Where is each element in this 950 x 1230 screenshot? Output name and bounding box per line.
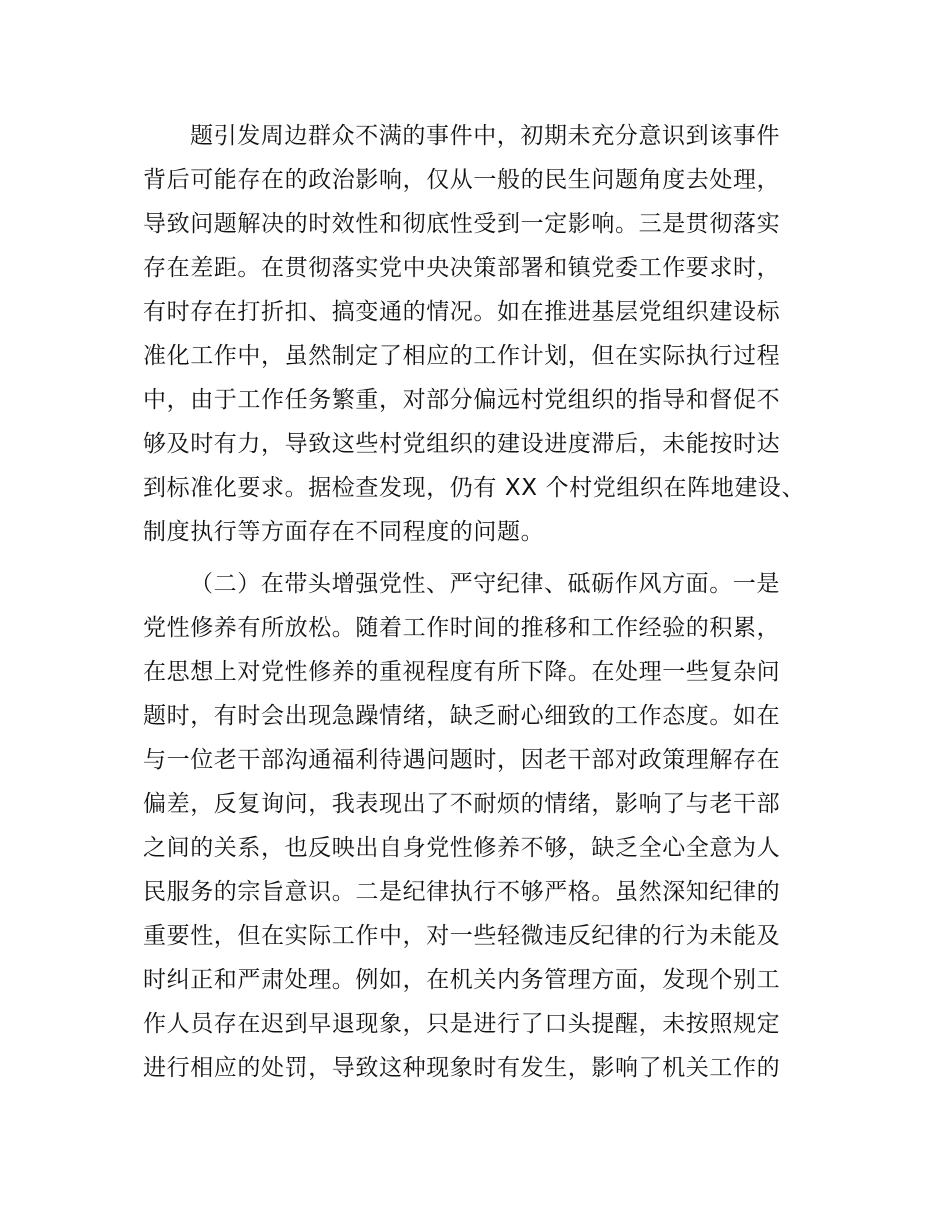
- text-line: 准化工作中，虽然制定了相应的工作计划，但在实际执行过程: [143, 343, 781, 369]
- paragraph-2: [143, 562, 823, 1090]
- text-line: 进行相应的处罚，导致这种现象时有发生，影响了机关工作的: [143, 1055, 781, 1081]
- text-line: 在思想上对党性修养的重视程度有所下降。在处理一些复杂问: [143, 659, 781, 685]
- text-line: 重要性，但在实际工作中，对一些轻微违反纪律的行为未能及: [143, 923, 781, 949]
- text-line: 题时，有时会出现急躁情绪，缺乏耐心细致的工作态度。如在: [143, 703, 781, 729]
- text-line: 制度执行等方面存在不同程度的问题。: [143, 519, 545, 545]
- text-line: 题引发周边群众不满的事件中，初期未充分意识到该事件: [190, 123, 780, 149]
- text-line: 背后可能存在的政治影响，仅从一般的民生问题角度去处理，: [143, 167, 781, 193]
- text-line: 民服务的宗旨意识。二是纪律执行不够严格。虽然深知纪律的: [143, 879, 781, 905]
- text-line: 够及时有力，导致这些村党组织的建设进度滞后，未能按时达: [143, 431, 781, 457]
- text-line: 存在差距。在贯彻落实党中央决策部署和镇党委工作要求时，: [143, 255, 781, 281]
- text-line: 与一位老干部沟通福利待遇问题时，因老干部对政策理解存在: [143, 747, 781, 773]
- text-line: 有时存在打折扣、搞变通的情况。如在推进基层党组织建设标: [143, 299, 781, 325]
- paragraph-1: [143, 114, 823, 554]
- text-line: 中，由于工作任务繁重，对部分偏远村党组织的指导和督促不: [143, 387, 781, 413]
- text-line: 偏差，反复询问，我表现出了不耐烦的情绪，影响了与老干部: [143, 791, 781, 817]
- text-line: 作人员存在迟到早退现象，只是进行了口头提醒，未按照规定: [143, 1011, 781, 1037]
- text-line: （二）在带头增强党性、严守纪律、砥砺作风方面。一是: [190, 571, 780, 597]
- text-line: 之间的关系，也反映出自身党性修养不够，缺乏全心全意为人: [143, 835, 781, 861]
- text-line: 党性修养有所放松。随着工作时间的推移和工作经验的积累，: [143, 615, 781, 641]
- text-line: 到标准化要求。据检查发现，仍有 XX 个村党组织在阵地建设、: [143, 475, 806, 501]
- text-line: 时纠正和严肃处理。例如，在机关内务管理方面，发现个别工: [143, 967, 781, 993]
- text-line: 导致问题解决的时效性和彻底性受到一定影响。三是贯彻落实: [143, 211, 781, 237]
